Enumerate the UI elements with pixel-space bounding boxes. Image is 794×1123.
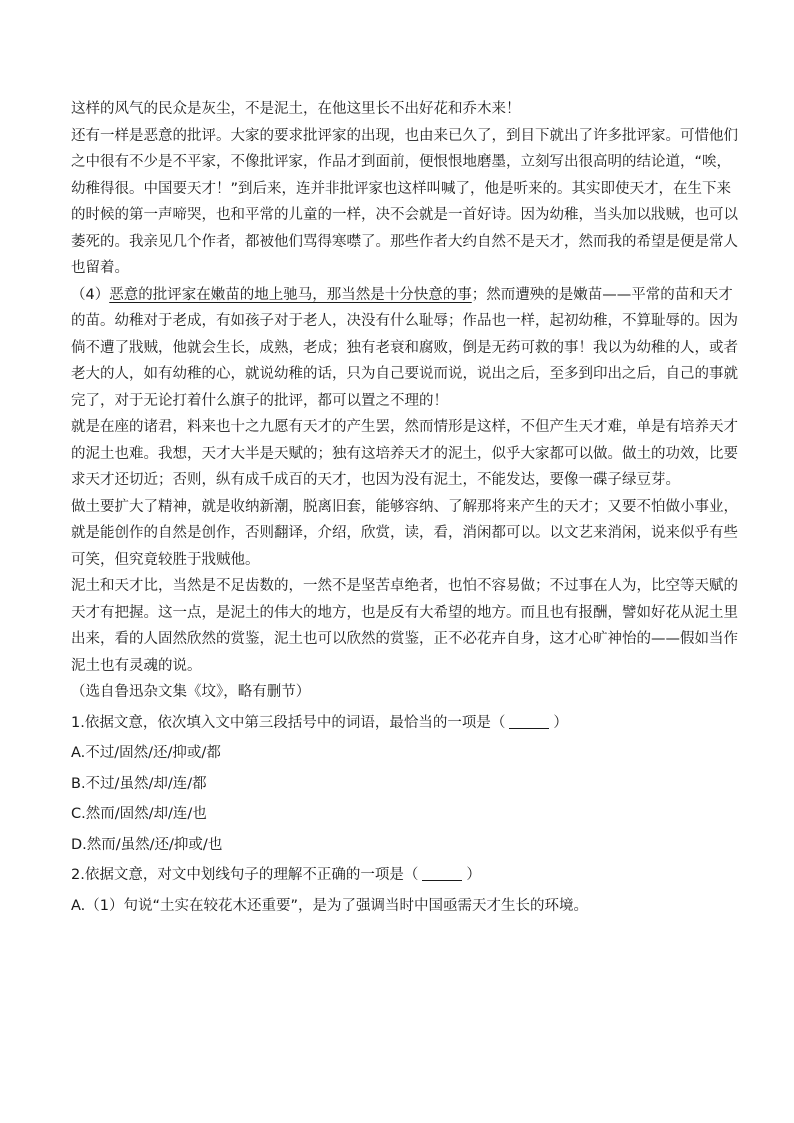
- document-page: [71, 96, 738, 919]
- question-2: [71, 862, 723, 919]
- text-line: 幼稚得很。中国要天才！”到后来，连并非批评家也这样叫喊了，他是听来的。其实即使天才，在生下来: [71, 180, 732, 197]
- text-line: 就是在座的诸君，料来也十之九愿有天才的产生罢，然而情形是这样，不但产生天才难，单是有培养天才: [71, 419, 738, 435]
- paragraph-genius-soil: [71, 414, 738, 494]
- paragraph-young-sprouts: [71, 282, 738, 415]
- text-line: 可笑，但究竟较胜于戕贼他。: [71, 551, 260, 568]
- text-line: 也留着。: [71, 260, 129, 276]
- paragraph-soil-vs-genius: [71, 573, 738, 679]
- question-1: [71, 710, 723, 859]
- text-line: 倘不遭了戕贼，他就会生长，成熟，老成；独有老衰和腐败，倒是无药可救的事！我以为幼稚的人，或者: [71, 339, 738, 356]
- option-d: D.然而/虽然/还/抑或/也: [71, 836, 223, 853]
- text-line: 的时候的第一声啼哭，也和平常的儿童的一样，决不会就是一首好诗。因为幼稚，当头加以戕贼，也可以: [71, 207, 738, 223]
- text-line: [71, 282, 733, 309]
- option-a: A.不过/固然/还/抑或/都: [71, 745, 221, 761]
- source-note: （选自鲁迅杂文集《坟》，略有删节）: [71, 684, 311, 700]
- option-c: C.然而/固然/却/连/也: [71, 806, 207, 822]
- sentence-number: （4）: [71, 286, 110, 303]
- text-line: 就是能创作的自然是创作，否则翻译，介绍，欣赏，读，看，消闲都可以。以文艺来消闲，说来似乎有些: [71, 525, 738, 541]
- text-line: 完了，对于无论打着什么旗子的批评，都可以置之不理的！: [71, 392, 448, 409]
- text-line: 天才有把握。这一点，是泥土的伟大的地方，也是反有大希望的地方。而且也有报酬，譬如好花从泥土里: [71, 604, 738, 621]
- text-line: 还有一样是恶意的批评。大家的要求批评家的出现，也由来已久了，到目下就出了许多批评家。可惜他们: [71, 127, 738, 144]
- answer-blank[interactable]: [509, 714, 549, 729]
- answer-blank[interactable]: [422, 866, 462, 881]
- paragraph-malicious-criticism: [71, 123, 738, 282]
- text-line: 的苗。幼稚对于老成，有如孩子对于老人，决没有什么耻辱；作品也一样，起初幼稚，不算耻辱的。因为: [71, 313, 738, 329]
- option-a: A.（1）句说“土实在较花木还重要”，是为了强调当时中国亟需天才生长的环境。: [71, 897, 589, 914]
- option-b: B.不过/虽然/却/连/都: [71, 775, 207, 792]
- text-line: 出来，看的人固然欣然的赏鉴，泥土也可以欣然的赏鉴，正不必花卉自身，这才心旷神怡的——假如当作: [71, 631, 738, 647]
- underlined-sentence: 恶意的批评家在嫩苗的地上驰马，那当然是十分快意的事: [109, 286, 472, 303]
- text-span: ；然而遭殃的是嫩苗——平常的苗和天才: [471, 286, 733, 303]
- question-stem: 2.依据文意，对文中划线句子的理解不正确的一项是（ ）: [71, 867, 481, 883]
- paragraph-being-soil: [71, 494, 738, 574]
- text-line: 的泥土也难。我想，天才大半是天赋的；独有这培养天才的泥土，似乎大家都可以做。做土的功效，比要: [71, 445, 738, 462]
- question-stem: 1.依据文意，依次填入文中第三段括号中的词语，最恰当的一项是（ ）: [71, 714, 568, 731]
- text-line: 萎死的。我亲见几个作者，都被他们骂得寒噤了。那些作者大约自然不是天才，然而我的希望是便是常人: [71, 233, 738, 250]
- text-line: 这样的风气的民众是灰尘，不是泥土，在他这里长不出好花和乔木来！: [71, 101, 521, 117]
- text-line: 做土要扩大了精神，就是收纳新潮，脱离旧套，能够容纳、了解那将来产生的天才；又要不怕做小事业，: [71, 498, 738, 515]
- text-line: 老大的人，如有幼稚的心，就说幼稚的话，只为自己要说而说，说出之后，至多到印出之后，自己的事就: [71, 366, 738, 382]
- text-line: 之中很有不少是不平家，不像批评家，作品才到面前，便恨恨地磨墨，立刻写出很高明的结论道，“唉，: [71, 154, 732, 170]
- text-line: 求天才还切近；否则，纵有成千成百的天才，也因为没有泥土，不能发达，要像一碟子绿豆芽。: [71, 472, 680, 488]
- text-line: 泥土也有灵魂的说。: [71, 657, 202, 674]
- text-line: 泥土和天才比，当然是不足齿数的，一然不是坚苦卓绝者，也怕不容易做；不过事在人为，比空等天赋的: [71, 578, 738, 594]
